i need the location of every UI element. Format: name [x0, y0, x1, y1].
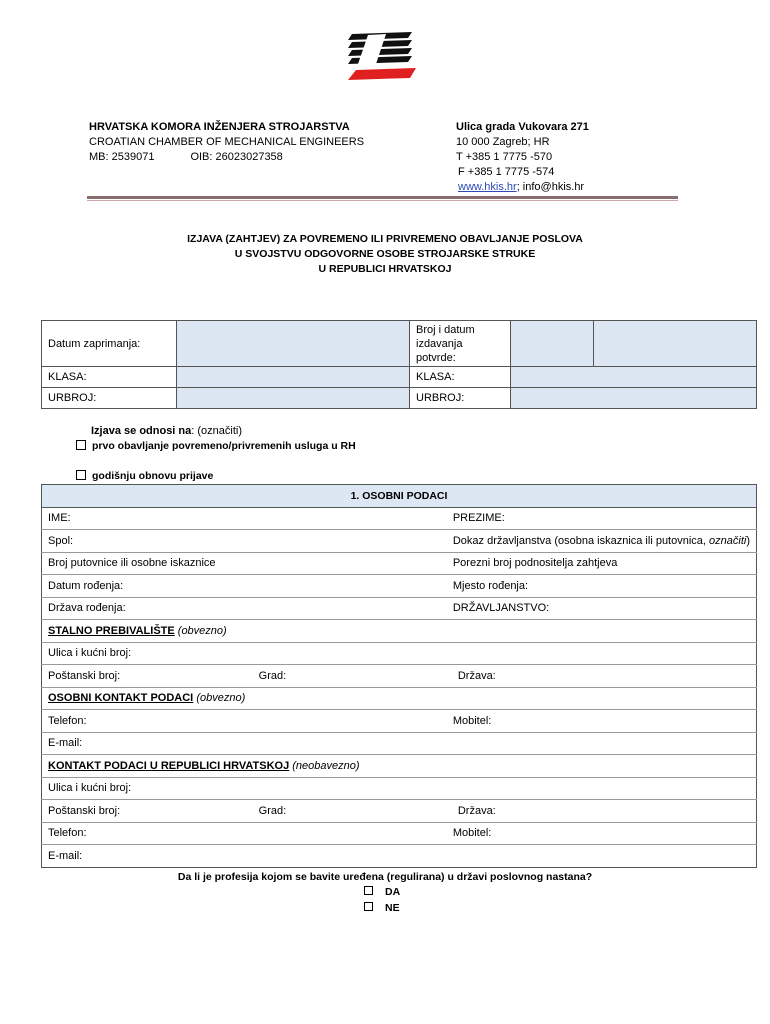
- rh-contact-section-title: [42, 755, 757, 778]
- rh-mobile-field[interactable]: Mobitel:: [447, 822, 757, 845]
- address: Ulica grada Vukovara 271: [456, 121, 589, 133]
- birth-place-field[interactable]: Mjesto rođenja:: [447, 575, 757, 598]
- confirm-date-field[interactable]: [594, 321, 757, 367]
- section-heading-personal: 1. OSOBNI PODACI: [42, 485, 757, 508]
- contact-title: OSOBNI KONTAKT PODACI: [48, 692, 194, 705]
- rh-phone-field[interactable]: Telefon:: [42, 822, 447, 845]
- residence-city-field[interactable]: Grad:: [253, 665, 447, 688]
- option-yes[interactable]: [364, 886, 400, 898]
- title-line-3: U REPUBLICI HRVATSKOJ: [318, 263, 452, 275]
- rh-contact-title: KONTAKT PODACI U REPUBLICI HRVATSKOJ: [48, 759, 290, 772]
- tax-number-field[interactable]: Porezni broj podnositelja zahtjeva: [447, 552, 757, 575]
- rh-email-field[interactable]: E-mail:: [42, 845, 757, 868]
- klasa-label: KLASA:: [42, 367, 177, 388]
- phone-line: T +385 1 7775 -570: [456, 151, 553, 163]
- rh-street-field[interactable]: Ulica i kućni broj:: [42, 777, 757, 800]
- spol-field[interactable]: Spol:: [42, 530, 447, 553]
- residence-postal-field[interactable]: Poštanski broj:: [42, 665, 253, 688]
- option-first-time-label: prvo obavljanje povremeno/privremenih usluga u RH: [92, 440, 356, 452]
- email-field[interactable]: E-mail:: [42, 732, 757, 755]
- org-name-en: CROATIAN CHAMBER OF MECHANICAL ENGINEERS: [89, 136, 365, 148]
- citizenship-field[interactable]: DRŽAVLJANSTVO:: [447, 597, 757, 620]
- citizenship-proof-note: označiti: [709, 534, 747, 547]
- fax-line: F +385 1 7775 -574: [458, 166, 555, 178]
- checkbox-icon[interactable]: [364, 902, 373, 911]
- citizenship-proof-field[interactable]: [447, 530, 757, 553]
- birth-date-field[interactable]: Datum rođenja:: [42, 575, 447, 598]
- option-no-label: NE: [385, 902, 400, 914]
- residence-section-title: [42, 620, 757, 643]
- date-received-field[interactable]: [177, 321, 410, 367]
- hkis-logo: [346, 30, 418, 86]
- website-link[interactable]: www.hkis.hr: [458, 181, 517, 193]
- contact-section-title: [42, 687, 757, 710]
- title-line-2: U SVOJSTVU ODGOVORNE OSOBE STROJARSKE STRUKE: [234, 248, 536, 260]
- urbroj-field-2[interactable]: [511, 388, 757, 409]
- rh-city-field[interactable]: Grad:: [253, 800, 447, 823]
- passport-number-field[interactable]: Broj putovnice ili osobne iskaznice: [42, 552, 447, 575]
- klasa-field[interactable]: [177, 367, 410, 388]
- confirm-no-field[interactable]: [511, 321, 594, 367]
- residence-street-field[interactable]: Ulica i kućni broj:: [42, 642, 757, 665]
- klasa-label-2: KLASA:: [410, 367, 511, 388]
- urbroj-label: URBROJ:: [42, 388, 177, 409]
- header-rule-thin: [87, 200, 678, 201]
- residence-note: (obvezno): [177, 624, 227, 637]
- rh-country-field[interactable]: Država:: [447, 800, 757, 823]
- ime-field[interactable]: IME:: [42, 507, 447, 530]
- receipt-table: [41, 320, 757, 409]
- contact-note: (obvezno): [196, 692, 246, 705]
- checkbox-icon[interactable]: [76, 470, 86, 480]
- urbroj-field[interactable]: [177, 388, 410, 409]
- rh-postal-field[interactable]: Poštanski broj:: [42, 800, 253, 823]
- org-name-hr: HRVATSKA KOMORA INŽENJERA STROJARSTVA: [89, 121, 350, 133]
- klasa-field-2[interactable]: [511, 367, 757, 388]
- regulated-profession-question: Da li je profesija kojom se bavite uređena (regulirana) u državi poslovnog nastana?: [177, 871, 593, 883]
- checkbox-icon[interactable]: [364, 886, 373, 895]
- city-line: 10 000 Zagreb; HR: [456, 136, 550, 148]
- title-line-1: IZJAVA (ZAHTJEV) ZA POVREMENO ILI PRIVREMENO OBAVLJANJE POSLOVA: [187, 233, 583, 245]
- option-yes-label: DA: [385, 886, 401, 898]
- option-renewal[interactable]: [76, 470, 213, 482]
- email-text: ; info@hkis.hr: [516, 181, 585, 193]
- option-renewal-label: godišnju obnovu prijave: [92, 470, 214, 482]
- mb-number: MB: 2539071: [89, 151, 155, 163]
- option-no[interactable]: [364, 902, 400, 914]
- date-received-label: Datum zaprimanja:: [42, 321, 177, 367]
- organization-info: [89, 120, 364, 165]
- oib-number: OIB: 26023027358: [190, 151, 283, 163]
- mobile-field[interactable]: Mobitel:: [447, 710, 757, 733]
- prezime-field[interactable]: PREZIME:: [447, 507, 757, 530]
- checkbox-icon[interactable]: [76, 440, 86, 450]
- option-first-time[interactable]: [76, 440, 356, 452]
- organization-contact: [456, 120, 589, 195]
- citizenship-proof-label: Dokaz državljanstva (osobna iskaznica ili putovnica,: [452, 534, 710, 547]
- personal-data-table: [41, 484, 757, 868]
- phone-field[interactable]: Telefon:: [42, 710, 447, 733]
- citizenship-proof-end: ): [746, 534, 750, 547]
- residence-country-field[interactable]: Država:: [447, 665, 757, 688]
- confirm-no-label: Broj i datum izdavanja potvrde:: [410, 321, 511, 367]
- declaration-intro-rest: : (označiti): [191, 425, 243, 437]
- header-rule: [87, 196, 678, 199]
- residence-title: STALNO PREBIVALIŠTE: [48, 624, 175, 637]
- document-title: [0, 232, 770, 277]
- declaration-intro: [91, 425, 242, 437]
- declaration-intro-bold: Izjava se odnosi na: [91, 425, 192, 437]
- urbroj-label-2: URBROJ:: [410, 388, 511, 409]
- rh-contact-note: (neobavezno): [292, 759, 360, 772]
- birth-country-field[interactable]: Država rođenja:: [42, 597, 447, 620]
